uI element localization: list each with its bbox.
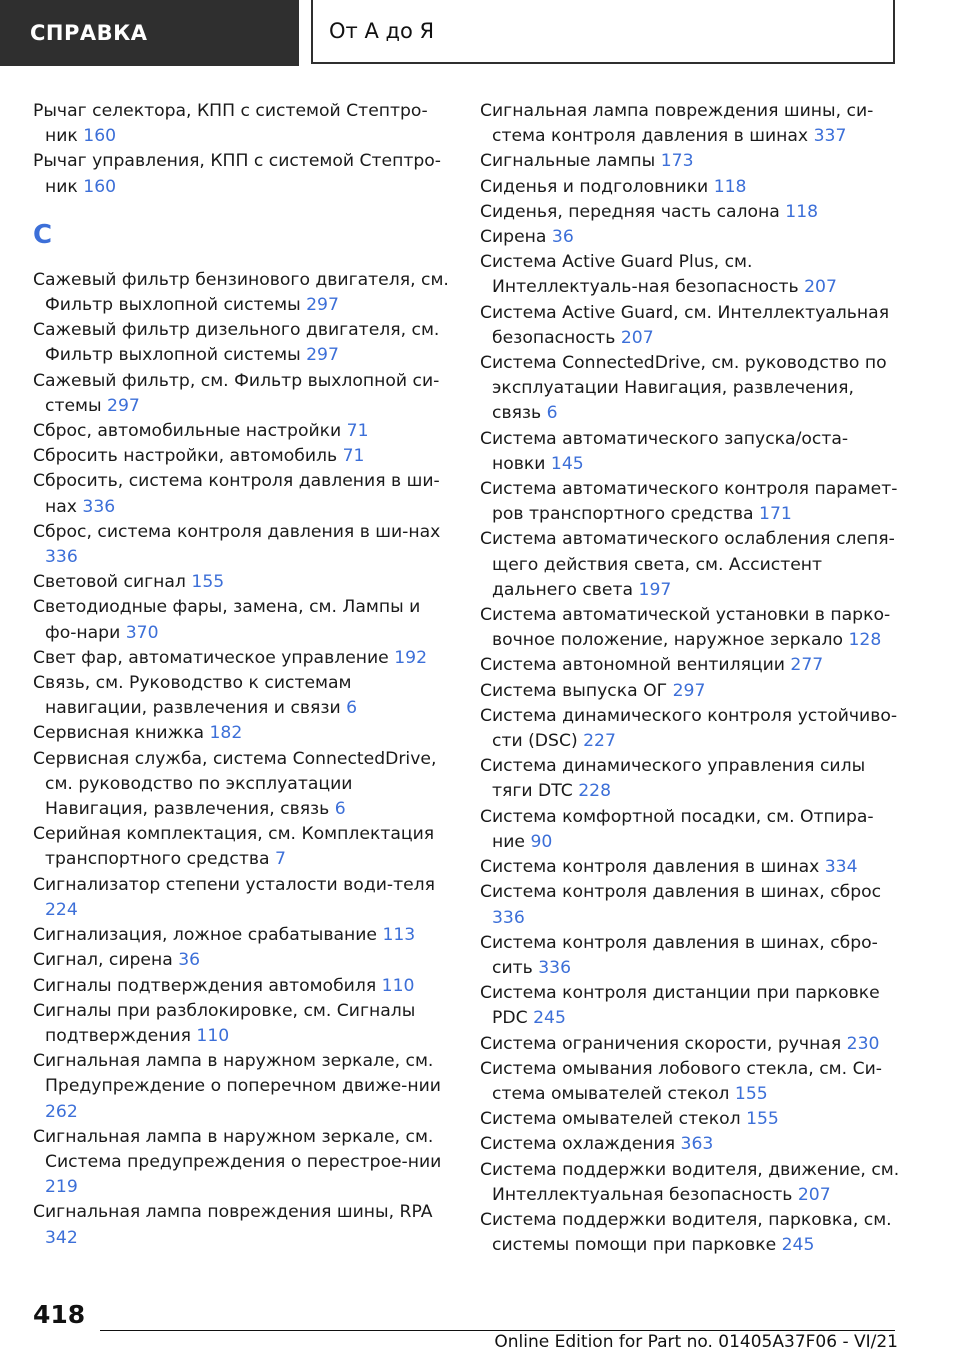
index-entry-text: Система динамического управления силы тяги DTC xyxy=(480,756,866,802)
index-entry xyxy=(480,931,900,981)
page-number: 418 xyxy=(33,1300,86,1329)
index-entry xyxy=(33,99,453,149)
index-entry-text: Сигнальная лампа в наружном зеркале, см. Предупреждение о поперечном движе-нии xyxy=(33,1051,441,1097)
index-entry-text: Система комфортной посадки, см. Отпира-ние xyxy=(480,806,874,852)
index-entry-text: Система контроля давления в шинах, сбро-сить xyxy=(480,932,878,978)
page-link[interactable]: 173 xyxy=(660,151,694,172)
index-entry-text: Сбросить настройки, автомобиль xyxy=(33,446,338,467)
index-entry-text: Сажевый фильтр дизельного двигателя, см. Фильтр выхлопной системы xyxy=(33,320,440,366)
index-entry xyxy=(33,595,453,645)
footer-divider xyxy=(100,1330,895,1331)
index-entry xyxy=(33,923,453,948)
page-link[interactable]: 342 xyxy=(45,1227,78,1248)
index-entry-text: Система автоматического запуска/оста-новки xyxy=(480,428,849,474)
index-entry-text: Сервисная книжка xyxy=(33,723,204,744)
index-entry-text: Сажевый фильтр, см. Фильтр выхлопной си-стемы xyxy=(33,370,440,416)
page-link[interactable]: 160 xyxy=(83,176,117,197)
index-entry-text: Сброс, система контроля давления в ши-нах xyxy=(33,521,441,542)
page-link[interactable]: 36 xyxy=(551,227,574,248)
page-link[interactable]: 245 xyxy=(533,1008,566,1029)
page-link[interactable]: 224 xyxy=(45,899,78,920)
index-entry-text: Система автономной вентиляции xyxy=(480,655,785,676)
index-entry-text: Сервисная служба, система ConnectedDrive, см. руководство по эксплуатации Навигация, развлечения, связь xyxy=(33,748,437,820)
index-entry-text: Связь, см. Руководство к системам навигации, развлечения и связи xyxy=(33,673,352,719)
index-entry-text: Система омывателей стекол xyxy=(480,1109,741,1130)
index-entry-text: Система контроля дистанции при парковке PDC xyxy=(480,983,880,1029)
index-entry-text: Система автоматического ослабления слепя-щего действия света, см. Ассистент дальнего света xyxy=(480,529,895,600)
index-entry xyxy=(33,822,453,872)
page-link[interactable]: 297 xyxy=(672,680,706,701)
index-entry xyxy=(480,427,900,477)
index-entry-text: Рычаг селектора, КПП с системой Стептро-ник xyxy=(33,101,428,147)
index-entry xyxy=(480,351,900,427)
index-entry xyxy=(480,1132,900,1157)
index-entry-text: Система контроля давления в шинах, сброс xyxy=(480,882,882,903)
page-link[interactable]: 370 xyxy=(125,622,159,643)
index-entry-text: Сиденья, передняя часть салона xyxy=(480,201,780,222)
index-entry-text: Система охлаждения xyxy=(480,1134,676,1155)
index-entry xyxy=(33,948,453,973)
page-link[interactable]: 207 xyxy=(620,327,654,348)
index-entry-text: Сигналы при разблокировке, см. Сигналы подтверждения xyxy=(33,1000,416,1046)
page-link[interactable]: 277 xyxy=(790,655,824,676)
page-link[interactable]: 36 xyxy=(178,950,201,971)
page-link[interactable]: 155 xyxy=(734,1083,768,1104)
page-link[interactable]: 336 xyxy=(492,907,525,928)
index-entry-text: Сигнальные лампы xyxy=(480,151,656,172)
index-entry xyxy=(33,646,453,671)
index-entry-text: Сигналы подтверждения автомобиля xyxy=(33,975,377,996)
page-link[interactable]: 71 xyxy=(342,446,365,467)
page-link[interactable]: 155 xyxy=(191,572,225,593)
index-entry xyxy=(480,1158,900,1208)
index-entry-text: Сбросить, система контроля давления в ши-нах xyxy=(33,471,440,517)
footer-edition: Online Edition for Part no. 01405A37F06 - VI/21 xyxy=(494,1332,898,1352)
page-link[interactable]: 336 xyxy=(538,957,572,978)
index-entry xyxy=(480,855,900,880)
index-entry xyxy=(33,520,453,570)
page-link[interactable]: 192 xyxy=(394,647,428,668)
index-entry xyxy=(33,974,453,999)
index-entry xyxy=(480,754,900,804)
index-entry-text: Сигнализация, ложное срабатывание xyxy=(33,925,377,946)
index-entry xyxy=(480,99,900,149)
index-entry xyxy=(480,200,900,225)
index-entry xyxy=(33,268,453,318)
index-entry-text: Серийная комплектация, см. Комплектация транспортного средства xyxy=(33,824,435,870)
index-entry-text: Система автоматической установки в парко-вочное положение, наружное зеркало xyxy=(480,605,891,651)
index-entry xyxy=(480,527,900,603)
index-entry-text: Сирена xyxy=(480,227,547,248)
index-entry-text: Система омывания лобового стекла, см. Си-стема омывателей стекол xyxy=(480,1058,882,1104)
page-link[interactable]: 297 xyxy=(306,345,339,366)
index-entry-text: Сиденья и подголовники xyxy=(480,176,709,197)
index-entry-text: Сигнальная лампа в наружном зеркале, см. Система предупреждения о перестрое-нии xyxy=(33,1126,442,1172)
index-entry xyxy=(480,250,900,300)
index-entry-text: Рычаг управления, КПП с системой Стептро-ник xyxy=(33,151,441,197)
index-entry-text: Система выпуска ОГ xyxy=(480,680,668,701)
page-link[interactable]: 219 xyxy=(45,1177,78,1198)
index-entry xyxy=(33,873,453,923)
index-entry-text: Сажевый фильтр бензинового двигателя, см. Фильтр выхлопной системы xyxy=(33,269,449,316)
index-entry xyxy=(33,671,453,721)
index-entry-text: Сигнальная лампа повреждения шины, RPA xyxy=(33,1202,433,1223)
index-entry-text: Сброс, автомобильные настройки xyxy=(33,421,342,442)
index-entry xyxy=(33,469,453,519)
index-entry xyxy=(480,981,900,1031)
page-link[interactable]: 297 xyxy=(306,295,339,316)
page-link[interactable]: 336 xyxy=(45,547,78,568)
page-link[interactable]: 197 xyxy=(638,579,672,600)
page-link[interactable]: 155 xyxy=(746,1109,779,1130)
index-entry xyxy=(480,1208,900,1258)
index-entry xyxy=(480,149,900,174)
index-entry xyxy=(33,747,453,823)
index-entry-text: Световой сигнал xyxy=(33,572,186,593)
index-entry-text: Система ограничения скорости, ручная xyxy=(480,1033,842,1054)
page-link[interactable]: 6 xyxy=(334,799,346,820)
page-link[interactable]: 182 xyxy=(209,723,243,744)
page-link[interactable]: 6 xyxy=(546,403,558,424)
index-entry-text: Сигнал, сирена xyxy=(33,950,173,971)
page-link[interactable]: 71 xyxy=(346,421,369,442)
index-entry xyxy=(480,704,900,754)
index-entry xyxy=(480,1057,900,1107)
page-link[interactable]: 245 xyxy=(781,1235,815,1256)
index-entry-text: Сигнальная лампа повреждения шины, си-стема контроля давления в шинах xyxy=(480,101,874,147)
index-entry-text: Система динамического контроля устойчиво-сти (DSC) xyxy=(480,705,898,752)
index-entry xyxy=(480,880,900,930)
index-entry-text: Светодиодные фары, замена, см. Лампы и фо-нари xyxy=(33,597,421,643)
index-entry-text: Система поддержки водителя, движение, см. Интеллектуальная безопасность xyxy=(480,1159,900,1205)
page-link[interactable]: 334 xyxy=(824,857,858,878)
index-entry xyxy=(33,1200,453,1250)
subsection-title: От А до Я xyxy=(311,0,895,64)
page-link[interactable]: 262 xyxy=(45,1101,78,1122)
index-entry xyxy=(33,444,453,469)
index-entry-text: Сигнализатор степени усталости води-теля xyxy=(33,874,435,895)
index-entry xyxy=(33,999,453,1049)
page-link[interactable]: 363 xyxy=(680,1134,714,1155)
page-link[interactable]: 6 xyxy=(346,698,358,719)
index-entry xyxy=(480,175,900,200)
index-entry xyxy=(480,477,900,527)
index-entry-text: Система ConnectedDrive, см. руководство по эксплуатации Навигация, развлечения, связь xyxy=(480,353,887,424)
page-link[interactable]: 90 xyxy=(530,831,553,852)
page-link[interactable]: 118 xyxy=(713,176,747,197)
index-entry-text: Свет фар, автоматическое управление xyxy=(33,647,389,668)
page-link[interactable]: 336 xyxy=(82,496,116,517)
index-entry-text: Система Active Guard Plus, см. Интеллектуаль-ная безопасность xyxy=(480,252,799,298)
page-link[interactable]: 230 xyxy=(846,1033,880,1054)
index-column-right xyxy=(480,99,900,1258)
section-tab: СПРАВКА xyxy=(0,0,299,66)
page-link[interactable]: 160 xyxy=(83,126,117,147)
index-column-left xyxy=(33,99,453,1251)
index-entry xyxy=(33,318,453,368)
index-entry xyxy=(480,301,900,351)
page-link[interactable]: 207 xyxy=(804,277,837,298)
index-entry-text: Система Active Guard, см. Интеллектуальная безопасность xyxy=(480,302,890,348)
index-entry xyxy=(480,653,900,678)
index-entry xyxy=(33,149,453,199)
page-link[interactable]: 118 xyxy=(785,201,819,222)
index-entry xyxy=(480,1032,900,1057)
page-link[interactable]: 7 xyxy=(275,849,286,870)
index-entry xyxy=(33,570,453,595)
page-link[interactable]: 227 xyxy=(583,731,616,752)
index-entry-text: Система автоматического контроля парамет-ров транспортного средства xyxy=(480,479,898,525)
index-letter-heading: С xyxy=(33,219,53,250)
index-entry xyxy=(33,1049,453,1125)
index-entry xyxy=(480,805,900,855)
index-entry xyxy=(480,603,900,653)
page-link[interactable]: 110 xyxy=(381,975,415,996)
index-entry-text: Система контроля давления в шинах xyxy=(480,857,820,878)
index-entry-text: Система поддержки водителя, парковка, см. системы помощи при парковке xyxy=(480,1209,892,1256)
page-link[interactable]: 207 xyxy=(797,1184,831,1205)
index-entry xyxy=(480,225,900,250)
page-link[interactable]: 297 xyxy=(107,395,140,416)
page-link[interactable]: 145 xyxy=(550,453,584,474)
index-entry xyxy=(480,1107,900,1132)
page-link[interactable]: 337 xyxy=(813,126,847,147)
index-entry xyxy=(480,679,900,704)
page-link[interactable]: 171 xyxy=(759,504,792,525)
index-entry xyxy=(33,721,453,746)
page-header xyxy=(0,0,960,66)
page-link[interactable]: 128 xyxy=(848,630,882,651)
page-link[interactable]: 228 xyxy=(578,781,612,802)
index-entry xyxy=(33,369,453,419)
index-entry xyxy=(33,419,453,444)
page-link[interactable]: 110 xyxy=(196,1025,230,1046)
page-link[interactable]: 113 xyxy=(382,925,416,946)
index-entry xyxy=(33,1125,453,1201)
